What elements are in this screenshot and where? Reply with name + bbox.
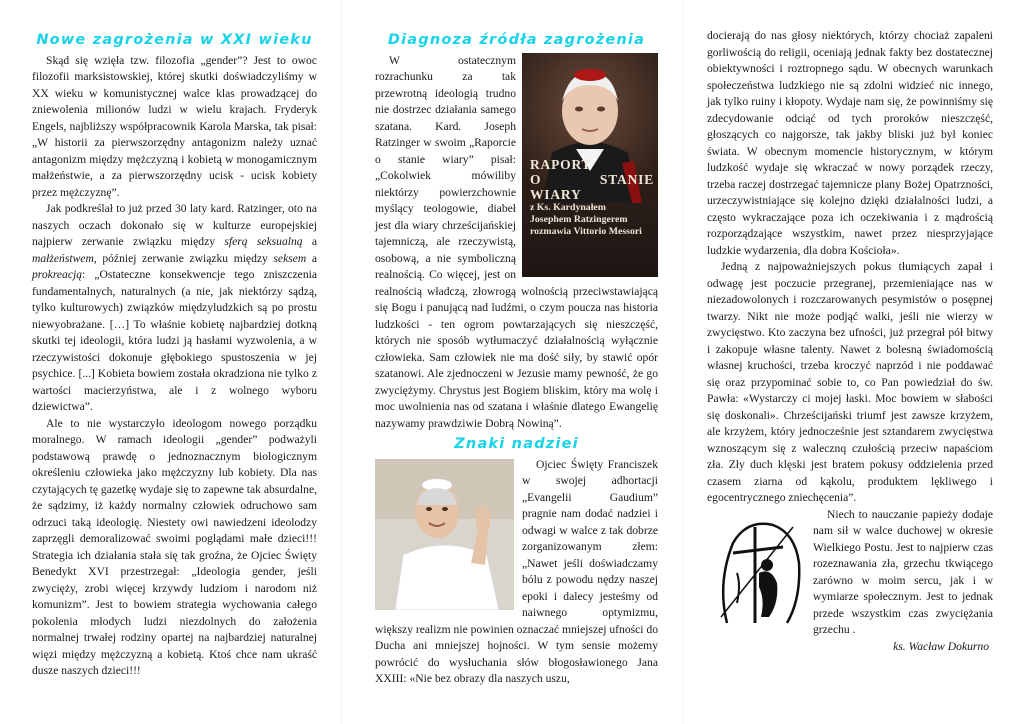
fold-line-left: [341, 0, 342, 724]
fold-line-right: [683, 0, 684, 724]
signature: ks. Wacław Dokurno: [893, 639, 989, 653]
book-title-line-2: O STANIE WIARY: [530, 171, 654, 202]
col3-paragraph-1: docierają do nas głosy niektórych, którzy chociaż zapaleni gorliwością do religii, oceniają jednak fakty bez dostatecznej obiektywności i roztropnego sądu. W obecnych warunkach społeczeństwa ludzkiego nie są zdolni widzieć nic innego, jak tylko ruiny i kłopoty. Wydaje nam się, że powinniśmy się zdecydowanie odciąć od tych proroków nieszczęść, głoszących co najgorsze, tak jakby bliski już był koniec świata. W obecnym momencie historycznym, w którym ludzkość wydaje się wkraczać w nowy porządek rzeczy, trzeba raczej dostrzegać tajemnicze plany Bożej Opatrzności, urzeczywistniające się kolejno dzięki działalności ludzi, a często wykraczające poza ich oczekiwania i z mądrością rozporządzające wszystkim, nawet przez niesprzyjające ludzkie wydarzenia, dla dobra Kościoła».: [707, 29, 993, 257]
cross-drawing-icon: [707, 513, 805, 629]
book-subtitle-line-3: rozmawia Vittorio Messori: [530, 225, 642, 237]
col1-paragraph-2: Jak podkreślał to już przed 30 laty kard. Ratzinger, oto na naszych oczach dokonało się w kulturze europejskiej najpierw zerwanie związku między sferą seksualną a małżeństwem, później zerwanie związku między seksem a prokreacją: „Ostateczne konsekwencje tego zniszczenia fundamentalnych, naturalnych (a nie, jak niektórzy sądzą, tylko kulturowych) związków międzyludzkich są po prostu niewyobrażane. […] To właśnie kobietę najbardziej dotkną skutki tej ideologii, która ludzi ją hasłami wyzwolenia, a w rzeczywistości dokonuje głębokiego spustoszenia w jej psychice. [...] Kobieta bowiem została okradziona nie tylko z wartości macierzyństwa, ale i z wolnego wyboru dziewictwa”.: [32, 202, 318, 413]
book-cover-text: [530, 157, 654, 238]
col2-paragraph-2: Ojciec Święty Franciszek w swojej adhortacji „Evangelii Gaudium” pragnie nam dodać nadziei i odwagi w walce z tak dobrze zorganizowanym złem: „Nawet jeśli doświadczamy bólu z powodu nędzy naszej epoki i dalecy jesteśmy od naiwnego optymizmu, większy realizm nie powinien oznaczać mniejszej ufności do Ducha ani mniejszej hojności. W tym sensie możemy powrócić do wysłuchania słów błogosławionego Jana XXIII: «Nie bez obrazy dla naszych uszu,: [375, 457, 658, 685]
pope-francis-portrait-icon: [375, 459, 514, 610]
col3-paragraph-3: Niech to nauczanie papieży dodaje nam sił w walce duchowej w okresie Wielkiego Postu. Jest to najpierw czas rozeznawania zła, grzechu tkwiącego zarówno w moim sercu, jak i w wymiarze społecznym. Jest to jednak przede wszystkim czas zwyciężania grzechu .: [813, 507, 993, 636]
crucifixion-drawing: [707, 513, 805, 635]
col1-paragraph-1: Skąd się wzięła tzw. filozofia „gender”? Jest to owoc filozofii marksistowskiej, której skutki doświadczyliśmy w XX wieku w komunistycznej walce klas prowadzącej do zniewolenia milionów ludzi w wielu krajach. Fryderyk Engels, najbliższy współpracownik Karola Marska, tak pisał: „W historii za pierwszorzędny antagonizm należy uznać antagonizm między mężczyzną i kobietą w monogamicznym małżeństwie, a za pierwszorzędny ucisk - ucisk kobiety przez mężczyznę”.: [32, 53, 317, 199]
heading-diagnoza: Diagnoza źródła zagrożenia: [387, 32, 646, 48]
col1-paragraph-3: Ale to nie wystarczyło ideologom nowego porządku moralnego. W ramach ideologii „gender” podważyli podstawową prawdę o jednoznacznym biologicznym określeniu człowieka jako mężczyzny lub kobiety. Dla nas czytających tę gazetkę wydaje się to zapewne tak absurdalne, że sądzimy, iż każdy normalny człowiek odruchowo sam odrzuci taką ideologię. Niestety owi nawiedzeni ideolodzy zaprzęgli demoralizować swoimi poglądami małe dzieci!!! Strategia ich działania stała się tak groźna, że Ojciec Święty Benedykt XVI przestrzegał: „Ideologia gender, jeśli zwycięży, zrobi więcej krzywdy ludziom i narodom niż komunizm”. Jest to bowiem strategia wychowania całego pokolenia młodych ludzi niezdolnych do założenia normalnej trwałej rodziny opartej na najbardziej naturalnej więzi między mężczyzną a kobietą. Ktoś chce nam ukraść dusze naszych dzieci!!!: [32, 416, 317, 677]
col2-paragraph-1: W ostatecznym rozrachunku za tak przewrotną ideologią trudno nie dostrzec działania samego szatana. Kard. Joseph Ratzinger w swoim „Raporcie o stanie wiary” pisał: „Cokolwiek mówiliby niektórzy powierzchownie myślący teologowie, diabeł jest dla wiary chrześcijańskiej tajemniczą, ale rzeczywistą, osobową, a nie symboliczną realnością. Co więcej, jest on realnością władczą, złowrogą wolnością przeciwstawiającą się Bogu i panującą nad ludźmi, o czym poucza nas historia ludzkości - ten ogrom powtarzających się nieszczęść, których nie sposób wytłumaczyć działalnością wyłącznie człowieka. Sam człowiek nie ma dość siły, by stawić opór szatanowi. Ale zjednoczeni w Jezusie mamy pewność, że go zwyciężymy. Chrystus jest Bogiem bliskim, który ma wolę i moc uwolnienia nas od szatana i właśnie dlatego Ewangelię nazywamy prawdziwie Dobrą Nowiną”.: [375, 53, 658, 430]
column-3: [707, 28, 993, 655]
pope-francis-photo: [375, 459, 514, 616]
book-subtitle-line-2: Josephem Ratzingerem: [530, 213, 628, 225]
column-2: [375, 28, 658, 688]
book-title-line-1: RAPORT: [530, 156, 592, 172]
heading-nowe-zagrozenia: Nowe zagrożenia w XXI wieku: [36, 32, 313, 48]
book-cover-image: [522, 53, 658, 277]
col3-paragraph-2: Jedną z najpoważniejszych pokus tłumiących zapał i odwagę jest poczucie przegranej, przemieniające nas w niezadowolonych i rozczarowanych pesymistów o posępnej twarzy. Nikt nie może podjąć walki, jeśli nie wierzy w zwycięstwo. Kto zaczyna bez ufności, już przegrał pół bitwy i zakopuje własne talenty. Nawet z bolesną świadomością własnej kruchości, trzeba kroczyć naprzód i nie poddawać się oraz przypominać sobie to, co Pan powiedział do św. Pawła: «Wystarczy ci mojej łaski. Moc bowiem w słabości się doskonali». Chrześcijański triumf jest zawsze krzyżem, ale krzyżem, który jednocześnie jest sztandarem zwycięstwa wznoszącym się z walecznq czułością przeciw napaściom zła. Zły duch klęski jest bratem pokusy oddzielenia przed czasem ziarna od kąkolu, produktem lękliwego i egocentrycznego zniechęcenia”.: [707, 260, 993, 504]
column-1: [32, 28, 317, 680]
heading-znaki-nadziei: Znaki nadziei: [454, 436, 579, 452]
book-subtitle-line-1: z Ks. Kardynałem: [530, 201, 606, 213]
